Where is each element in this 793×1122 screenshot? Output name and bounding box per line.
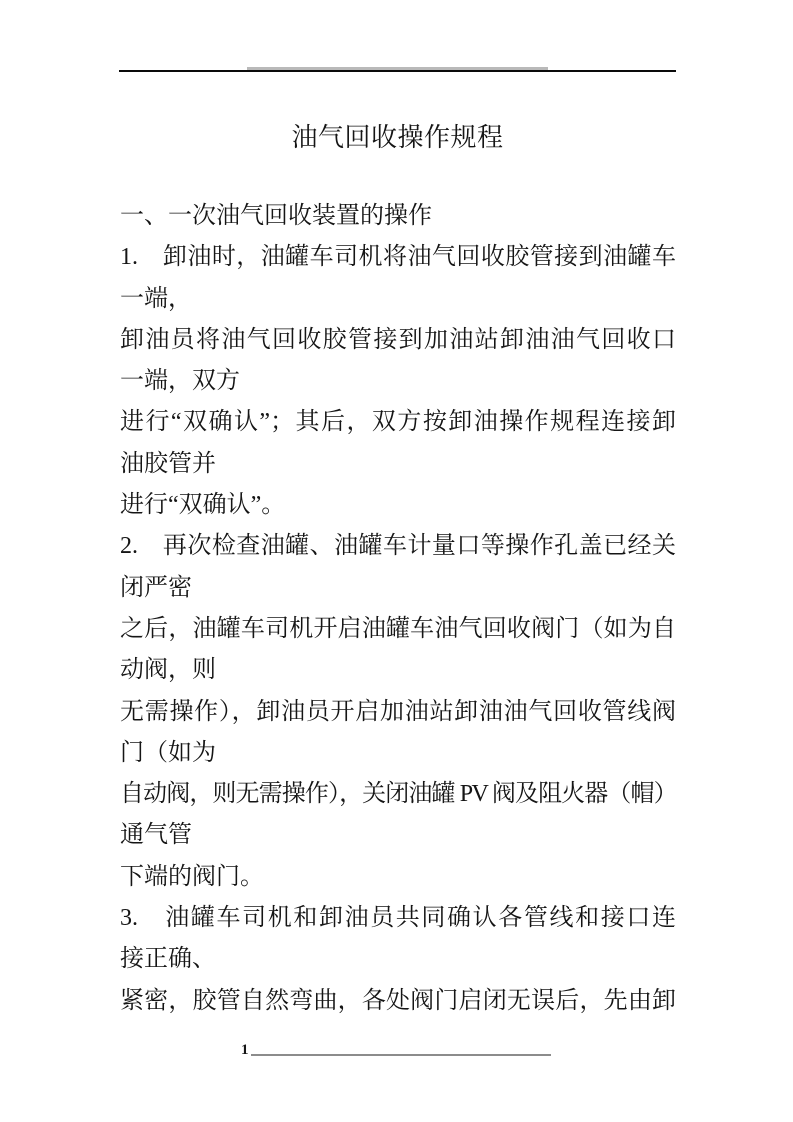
body-line: 门（如为 xyxy=(120,739,216,766)
body-line: 下端的阀门。 xyxy=(120,863,264,890)
body-line: 之后，油罐车司机开启油罐车油气回收阀门（如为自 xyxy=(120,615,676,642)
footer-page-number: 1 xyxy=(241,1042,249,1058)
body-line: 进行“双确认”；其后，双方按卸油操作规程连接卸 xyxy=(120,409,676,436)
body-line: 自动阀，则无需操作），关闭油罐 PV 阀及阻火器（帽） xyxy=(120,781,676,808)
body-line: 闭严密 xyxy=(120,574,192,601)
footer-rule xyxy=(251,1054,551,1056)
body-line: 3. 油罐车司机和卸油员共同确认各管线和接口连 xyxy=(120,905,676,932)
body-line: 油胶管并 xyxy=(120,450,216,477)
document-title: 油气回收操作规程 xyxy=(291,123,504,152)
body-line: 紧密，胶管自然弯曲，各处阀门启闭无误后，先由卸 xyxy=(120,987,676,1014)
document-body xyxy=(120,196,676,1022)
body-line: 1. 卸油时，油罐车司机将油气回收胶管接到油罐车 xyxy=(120,244,676,271)
body-line: 卸油员将油气回收胶管接到加油站卸油油气回收口 xyxy=(120,326,676,353)
body-line: 无需操作），卸油员开启加油站卸油油气回收管线阀 xyxy=(120,698,676,725)
body-line: 一、一次油气回收装置的操作 xyxy=(120,203,432,229)
body-line: 进行“双确认”。 xyxy=(120,492,286,519)
body-line: 2. 再次检查油罐、油罐车计量口等操作孔盖已经关 xyxy=(120,533,676,560)
body-line: 接正确、 xyxy=(120,946,216,973)
body-line: 一端， xyxy=(120,285,192,312)
body-line: 一端，双方 xyxy=(120,368,240,395)
header-rule xyxy=(119,70,676,72)
body-line: 动阀，则 xyxy=(120,657,216,684)
header-underline-segment xyxy=(247,67,548,70)
body-line: 通气管 xyxy=(120,822,192,849)
